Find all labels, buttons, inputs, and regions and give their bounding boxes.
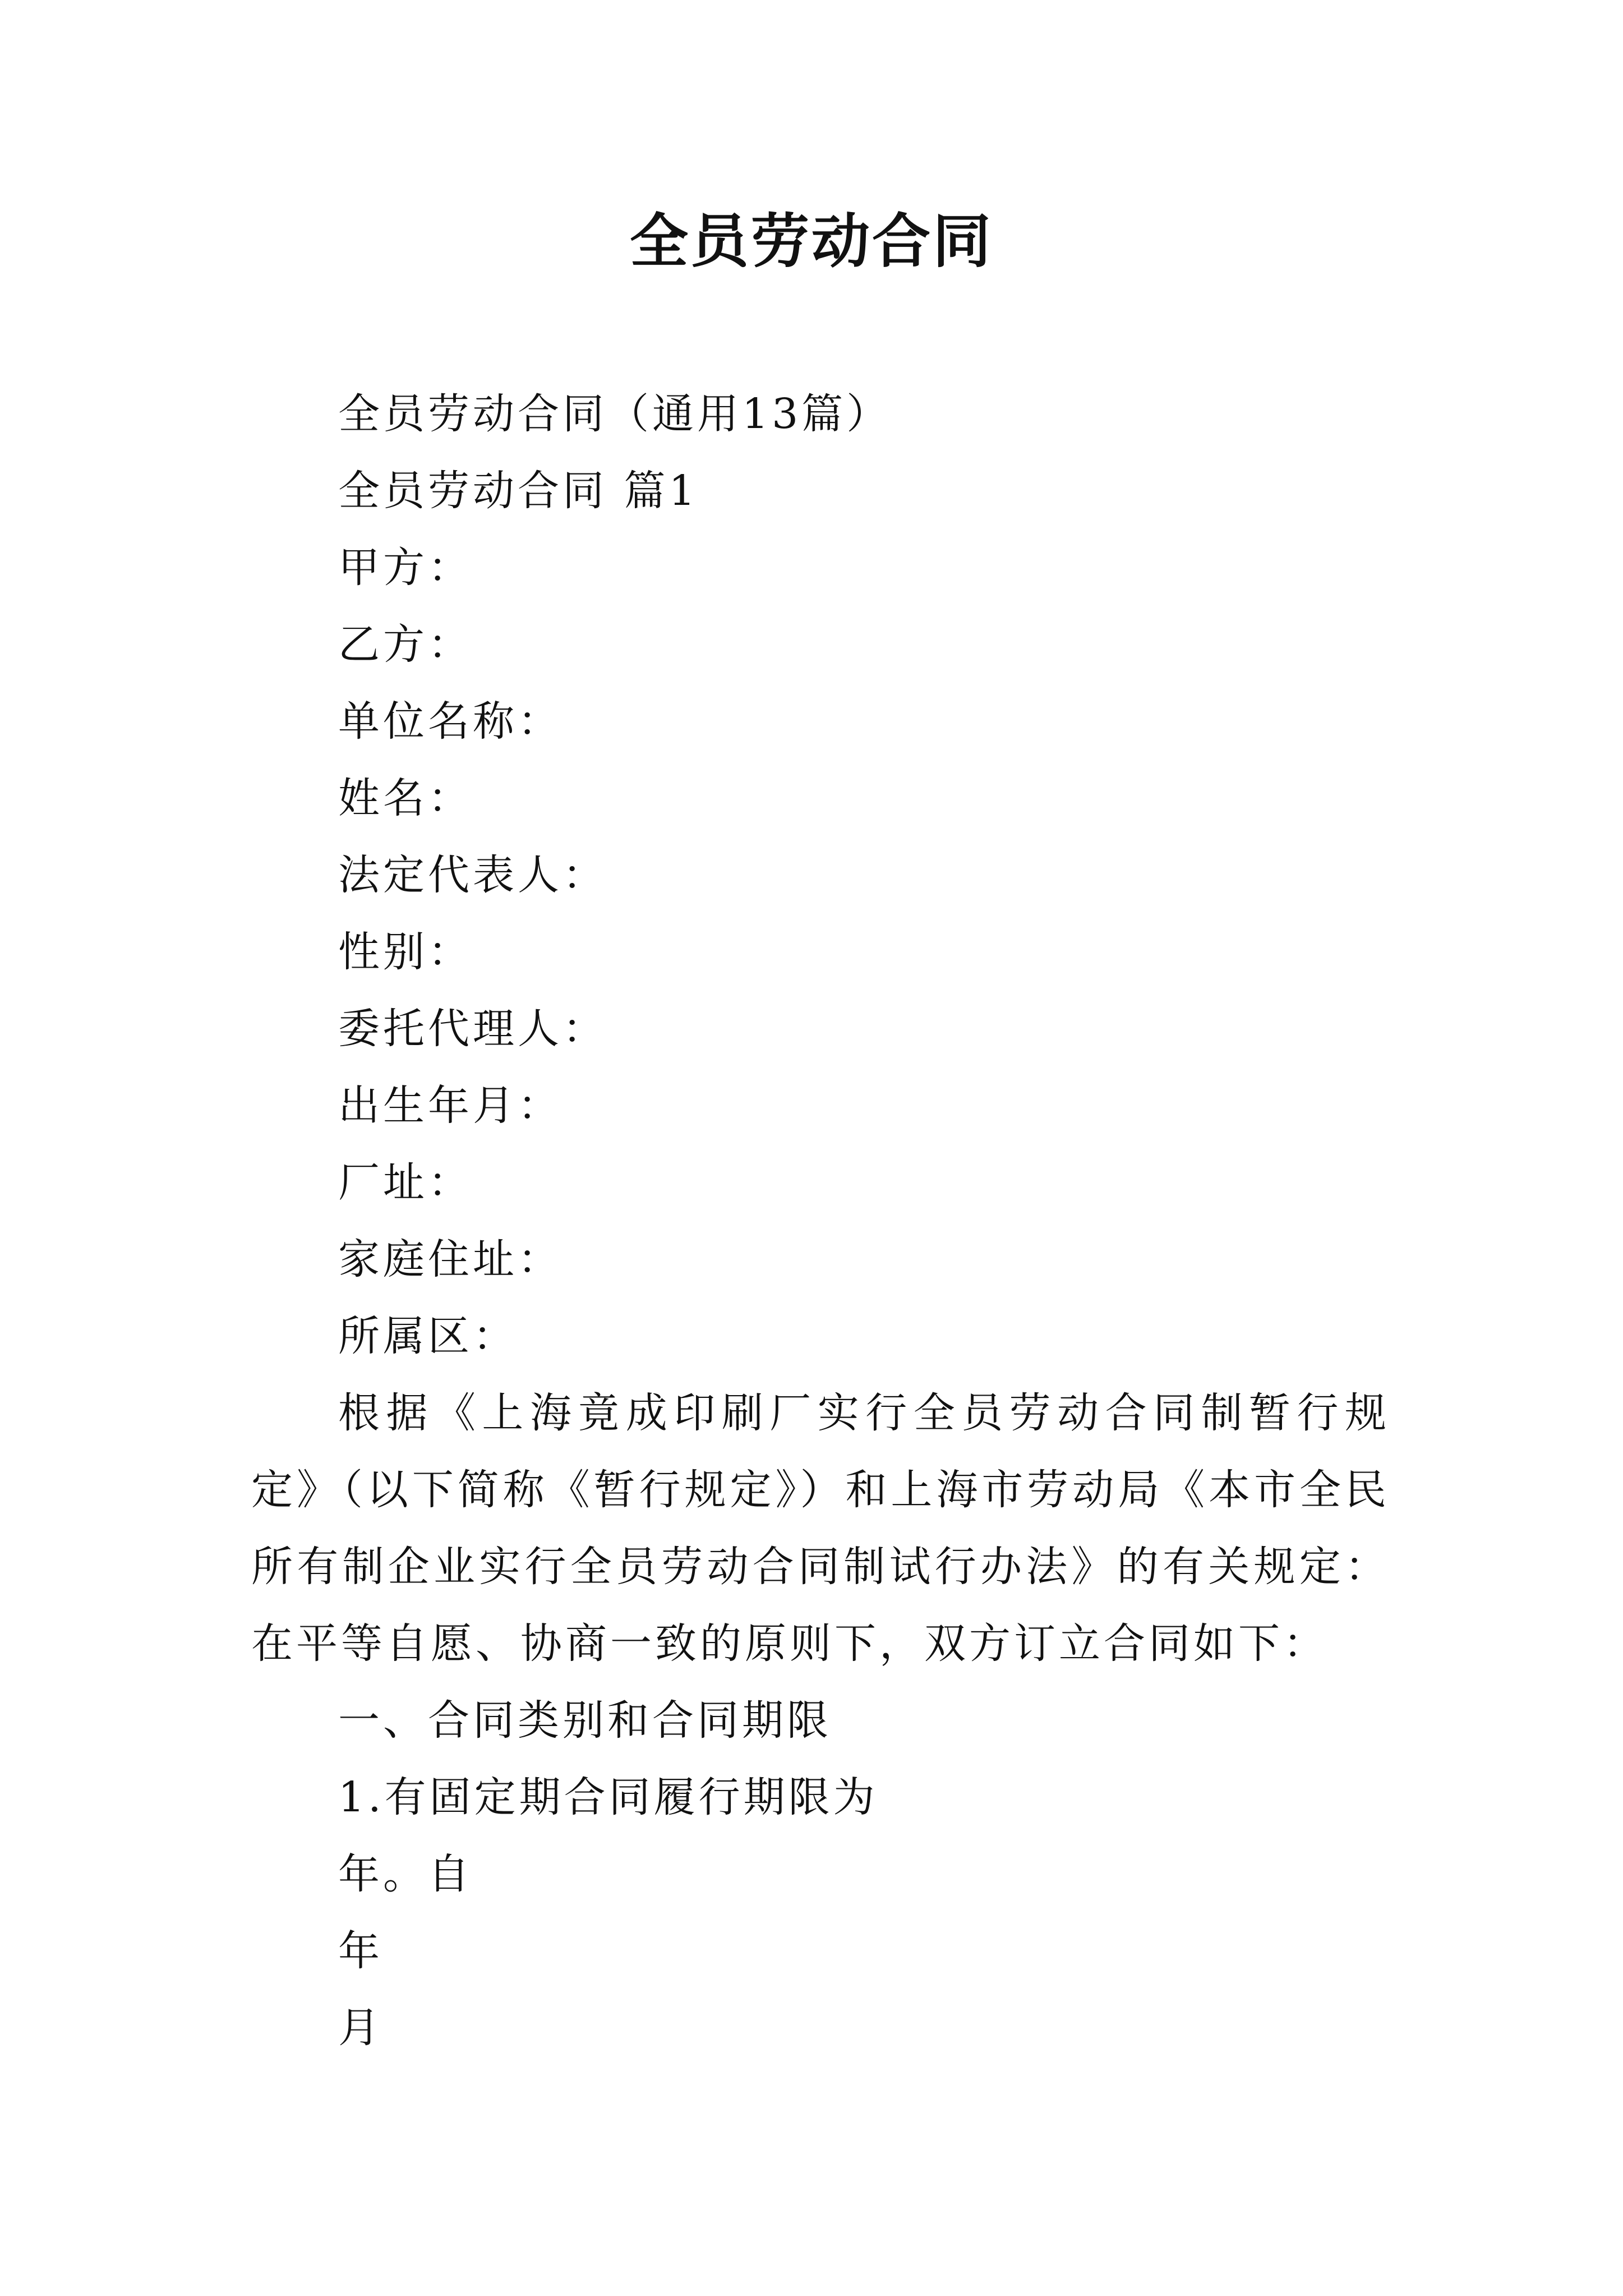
body-paragraph: 根据《上海竟成印刷厂实行全员劳动合同制暂行规定》（以下简称《暂行规定》）和上海市劳动局《本市全民所有制企业实行全员劳动合同制试行办法》的有关规定：在平等自愿、协商一致的原则下，双方订立合同如下： bbox=[251, 1389, 1390, 1668]
text-line-month: 月 bbox=[338, 2004, 383, 2052]
text-line-section-heading: 全员劳动合同 篇1 bbox=[338, 467, 699, 515]
text-line-contract-type: 一、合同类别和合同期限 bbox=[338, 1696, 832, 1745]
text-line-year-from: 年。自 bbox=[338, 1850, 473, 1898]
text-line-party-a: 甲方： bbox=[338, 544, 473, 592]
text-line-district: 所属区： bbox=[338, 1312, 518, 1360]
text-line-name: 姓名： bbox=[338, 774, 473, 822]
text-line-home-address: 家庭住址： bbox=[338, 1235, 562, 1283]
document-body bbox=[251, 376, 1390, 2067]
text-line-fixed-term: 1.有固定期合同履行期限为 bbox=[338, 1773, 878, 1821]
text-line-birth-date: 出生年月： bbox=[338, 1082, 562, 1130]
document-title: 全员劳动合同 bbox=[629, 207, 993, 275]
text-line-party-b: 乙方： bbox=[338, 620, 473, 669]
text-line-unit-name: 单位名称： bbox=[338, 697, 562, 746]
text-line-factory-address: 厂址： bbox=[338, 1158, 473, 1207]
text-line-legal-representative: 法定代表人： bbox=[338, 851, 607, 899]
text-line-agent: 委托代理人： bbox=[338, 1005, 607, 1053]
text-line-gender: 性别： bbox=[338, 928, 473, 976]
text-line-year: 年 bbox=[338, 1927, 383, 1975]
text-line-subtitle: 全员劳动合同（通用13篇） bbox=[338, 390, 892, 438]
